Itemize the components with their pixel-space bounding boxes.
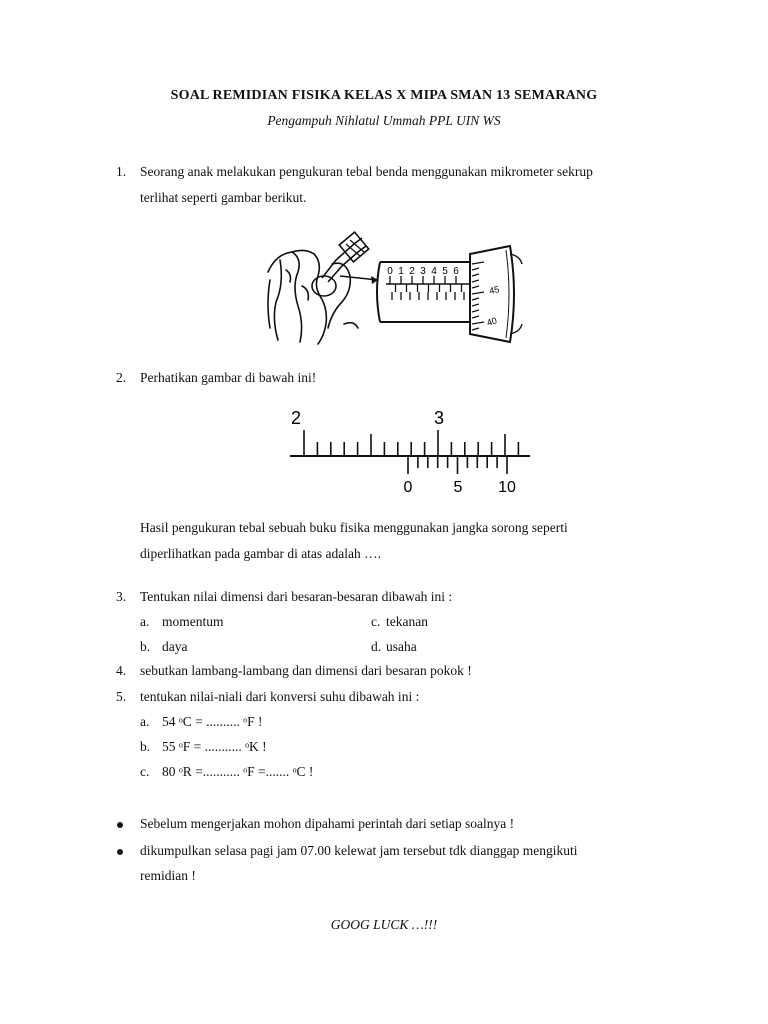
sleeve-tick-label: 1 bbox=[398, 266, 404, 277]
vernier-label-0: 0 bbox=[403, 479, 413, 496]
question-4-number: 4. bbox=[116, 663, 127, 678]
option-a-letter: a. bbox=[140, 614, 150, 629]
question-2-text: Perhatikan gambar di bawah ini! bbox=[140, 370, 317, 385]
question-1-text-line2: terlihat seperti gambar berikut. bbox=[140, 190, 307, 205]
bullet-icon bbox=[117, 849, 123, 855]
conversion-a-letter: a. bbox=[140, 714, 150, 729]
option-a-text: momentum bbox=[162, 614, 224, 629]
note-2-text-line2: remidian ! bbox=[140, 868, 196, 883]
sleeve-outline bbox=[380, 262, 474, 322]
conversion-a-text: 54 ᵒC = .......... ᵒF ! bbox=[162, 714, 263, 729]
bullet-icon bbox=[117, 822, 123, 828]
conversion-c-letter: c. bbox=[140, 764, 150, 779]
micrometer-figure bbox=[262, 224, 524, 350]
main-scale-label-3: 3 bbox=[433, 408, 445, 428]
question-3-number: 3. bbox=[116, 589, 127, 604]
conversion-c-text: 80 ᵒR =........... ᵒF =....... ᵒC ! bbox=[162, 764, 314, 779]
conversion-b-text: 55 ᵒF = ........... ᵒK ! bbox=[162, 739, 267, 754]
sleeve-tick-label: 6 bbox=[453, 266, 459, 277]
main-scale-ticks bbox=[304, 430, 518, 456]
sleeve-tick-label: 4 bbox=[431, 266, 437, 277]
option-d-text: usaha bbox=[386, 639, 417, 654]
sleeve-tick-label: 2 bbox=[409, 266, 415, 277]
vernier-label-10: 10 bbox=[498, 479, 516, 496]
question-5-number: 5. bbox=[116, 689, 127, 704]
note-2-text-line1: dikumpulkan selasa pagi jam 07.00 kelewat jam tersebut tdk dianggap mengikuti bbox=[140, 843, 578, 858]
question-1-number: 1. bbox=[116, 164, 127, 179]
question-2-desc-line1: Hasil pengukuran tebal sebuah buku fisika menggunakan jangka sorong seperti bbox=[140, 520, 568, 535]
option-b-letter: b. bbox=[140, 639, 151, 654]
thimble-mark-45: 45 bbox=[488, 284, 501, 296]
thimble-mark-40: 40 bbox=[485, 315, 499, 328]
conversion-b-letter: b. bbox=[140, 739, 151, 754]
main-scale-label-2: 2 bbox=[290, 408, 302, 428]
question-4-text: sebutkan lambang-lambang dan dimensi dari besaran pokok ! bbox=[140, 663, 472, 678]
note-1-text: Sebelum mengerjakan mohon dipahami perintah dari setiap soalnya ! bbox=[140, 816, 515, 831]
option-b-text: daya bbox=[162, 639, 188, 654]
option-d-letter: d. bbox=[371, 639, 382, 654]
sleeve-tick-label: 3 bbox=[420, 266, 426, 277]
question-5-text: tentukan nilai-niali dari konversi suhu dibawah ini : bbox=[140, 689, 420, 704]
vernier-caliper-figure bbox=[284, 404, 536, 496]
question-2-number: 2. bbox=[116, 370, 127, 385]
vernier-scale-ticks bbox=[408, 456, 507, 474]
page-title: SOAL REMIDIAN FISIKA KELAS X MIPA SMAN 13 SEMARANG bbox=[170, 88, 598, 103]
question-1-text-line1: Seorang anak melakukan pengukuran tebal benda menggunakan mikrometer sekrup bbox=[140, 164, 593, 179]
vernier-label-5: 5 bbox=[453, 479, 463, 496]
sleeve-tick-label: 5 bbox=[442, 266, 448, 277]
page-subtitle: Pengampuh Nihlatul Ummah PPL UIN WS bbox=[267, 113, 501, 128]
question-2-desc-line2: diperlihatkan pada gambar di atas adalah …. bbox=[140, 546, 382, 561]
closing-text: GOOG LUCK …!!! bbox=[330, 917, 438, 932]
option-c-letter: c. bbox=[371, 614, 381, 629]
sleeve-labels bbox=[387, 266, 459, 277]
question-3-text: Tentukan nilai dimensi dari besaran-besaran dibawah ini : bbox=[140, 589, 453, 604]
sleeve-tick-label: 0 bbox=[387, 266, 393, 277]
option-c-text: tekanan bbox=[386, 614, 428, 629]
sleeve-ticks bbox=[390, 276, 464, 300]
